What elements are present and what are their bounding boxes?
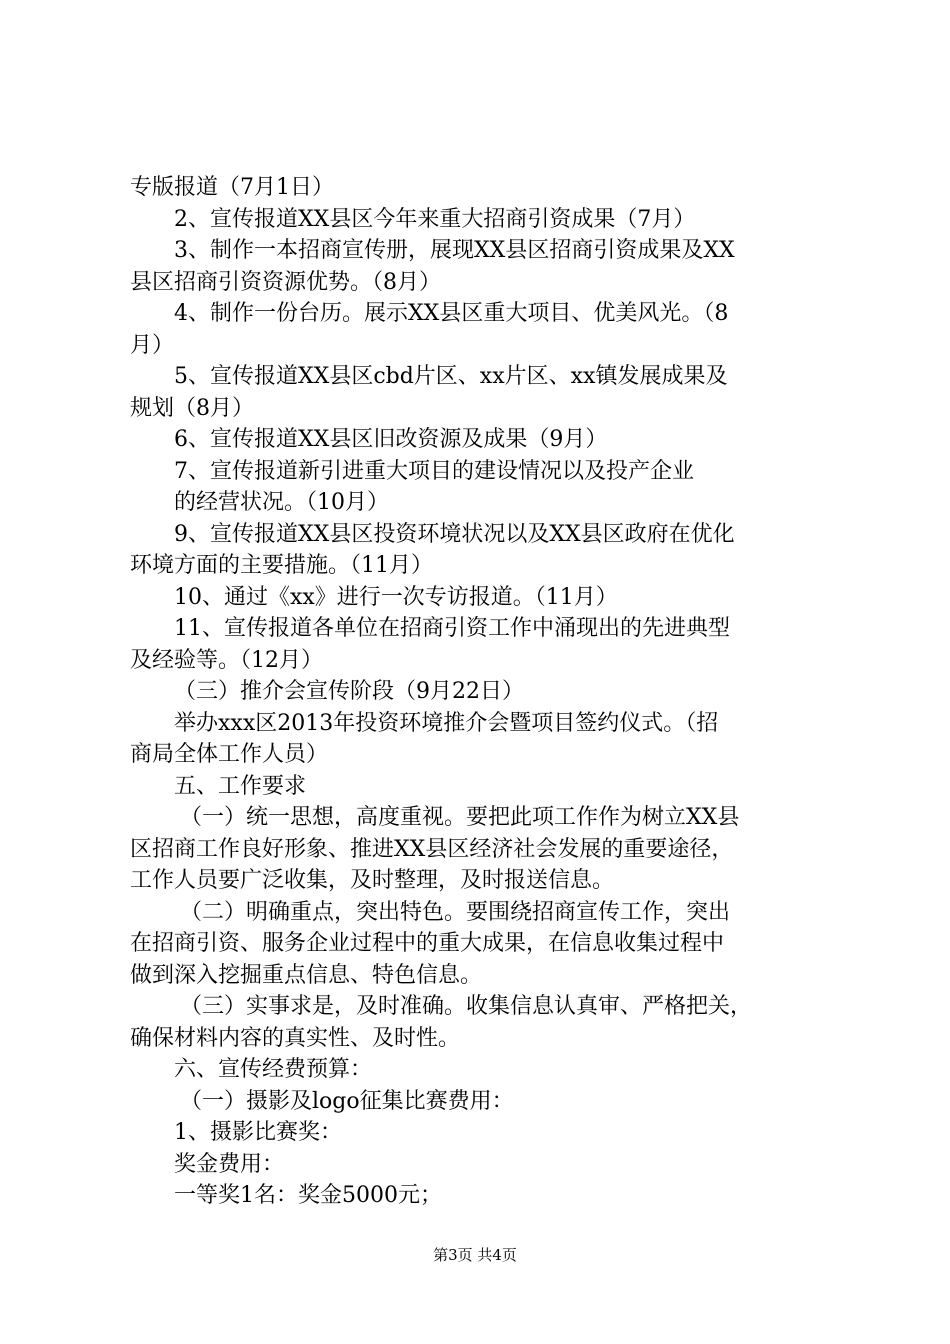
document-body xyxy=(130,172,840,1212)
text-line: 6、宣传报道XX县区旧改资源及成果（9月） xyxy=(174,427,608,452)
text-line: 5、宣传报道XX县区cbd片区、xx片区、xx镇发展成果及 xyxy=(174,364,728,389)
text-line: 一等奖1名：奖金5000元； xyxy=(174,1183,442,1208)
text-line: 9、宣传报道XX县区投资环境状况以及XX县区政府在优化 xyxy=(174,521,735,547)
text-line: 县区招商引资资源优势。（8月） xyxy=(130,269,441,295)
text-line: 确保材料内容的真实性、及时性。 xyxy=(130,1025,461,1051)
text-line: 做到深入挖掘重点信息、特色信息。 xyxy=(130,962,483,988)
text-line: 的经营状况。（10月） xyxy=(174,490,389,515)
text-line: （三）实事求是，及时准确。收集信息认真审、严格把关， xyxy=(180,994,753,1019)
text-line: 4、制作一份台历。展示XX县区重大项目、优美风光。（8 xyxy=(174,301,729,326)
text-line: 7、宣传报道新引进重大项目的建设情况以及投产企业 xyxy=(174,458,694,484)
text-line: 商局全体工作人员） xyxy=(130,742,329,767)
page-footer: 第3页 共4页 xyxy=(433,1246,517,1264)
text-line: 工作人员要广泛收集，及时整理，及时报送信息。 xyxy=(130,868,615,893)
text-line: 举办xxx区2013年投资环境推介会暨项目签约仪式。（招 xyxy=(174,710,719,736)
text-line: 区招商工作良好形象、推进XX县区经济社会发展的重要途径， xyxy=(130,836,734,862)
text-line: 10、通过《xx》进行一次专访报道。（11月） xyxy=(174,584,618,610)
text-line: 专版报道（7月1日） xyxy=(130,175,334,200)
text-line: 月） xyxy=(130,332,175,358)
text-line: （三）推介会宣传阶段（9月22日） xyxy=(174,679,524,704)
text-line: 在招商引资、服务企业过程中的重大成果，在信息收集过程中 xyxy=(130,931,725,956)
text-line: （二）明确重点，突出特色。要围绕招商宣传工作，突出 xyxy=(180,899,731,925)
text-line: 规划（8月） xyxy=(130,395,254,421)
text-line: 六、宣传经费预算： xyxy=(174,1057,373,1082)
text-line: 1、摄影比赛奖： xyxy=(174,1120,342,1145)
text-line: 环境方面的主要措施。（11月） xyxy=(130,553,433,578)
text-line: 3、制作一本招商宣传册，展现XX县区招商引资成果及XX xyxy=(174,238,735,263)
text-line: （一）摄影及logo征集比赛费用： xyxy=(180,1088,514,1114)
text-line: （一）统一思想，高度重视。要把此项工作作为树立XX县 xyxy=(180,805,740,830)
text-line: 及经验等。（12月） xyxy=(130,647,323,673)
text-line: 11、宣传报道各单位在招商引资工作中涌现出的先进典型 xyxy=(174,616,730,641)
text-line: 奖金费用： xyxy=(174,1151,285,1177)
text-line: 2、宣传报道XX县区今年来重大招商引资成果（7月） xyxy=(174,206,696,232)
text-line: 五、工作要求 xyxy=(174,773,307,799)
